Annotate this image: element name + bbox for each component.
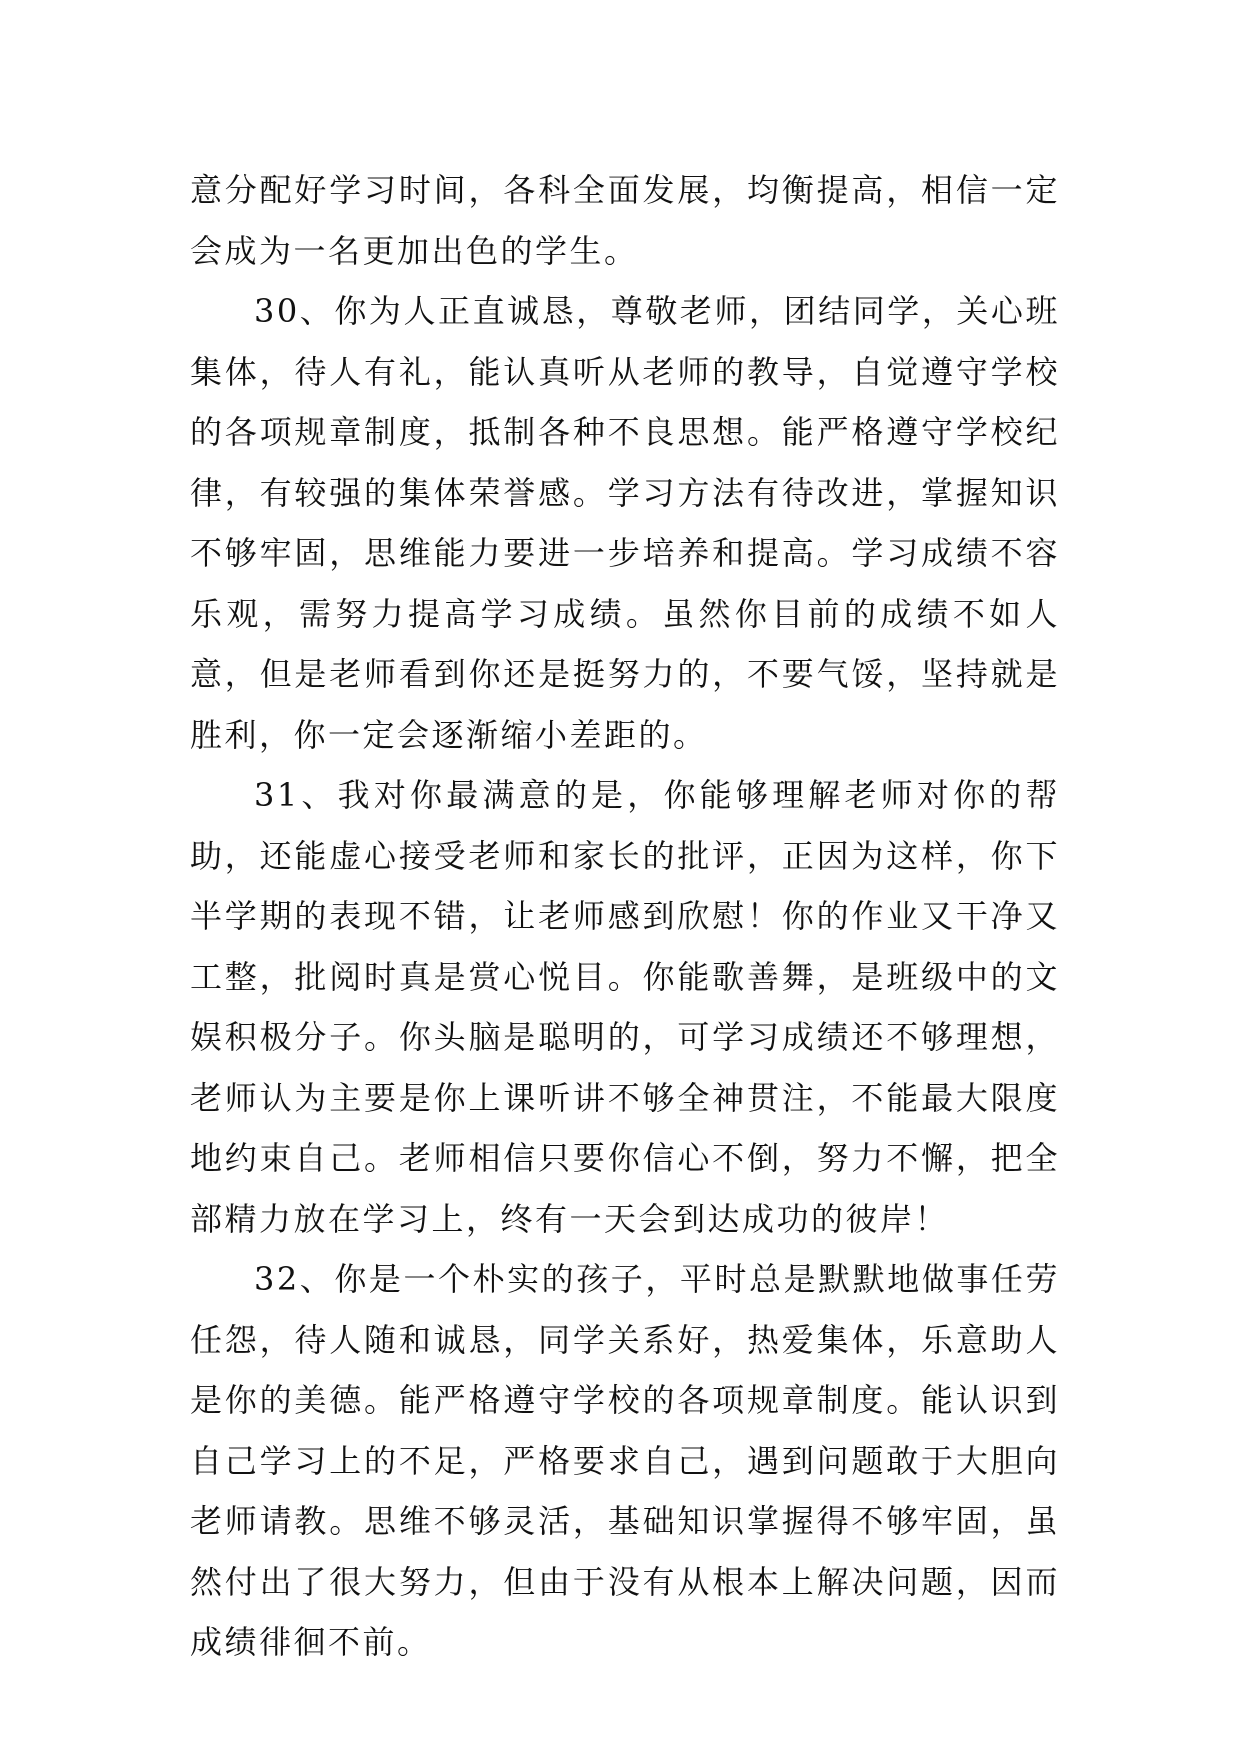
paragraph-continued: 意分配好学习时间，各科全面发展，均衡提高，相信一定会成为一名更加出色的学生。	[190, 171, 1060, 270]
paragraph-30: 30、你为人正直诚恳，尊敬老师，团结同学，关心班集体，待人有礼，能认真听从老师的教导，自觉遵守学校的各项规章制度，抵制各种不良思想。能严格遵守学校纪律，有较强的集体荣誉感。学习方法有待改进，掌握知识不够牢固，思维能力要进一步培养和提高。学习成绩不容乐观，需努力提高学习成绩。虽然你目前的成绩不如人意，但是老师看到你还是挺努力的，不要气馁，坚持就是胜利，你一定会逐渐缩小差距的。	[190, 292, 1060, 754]
document-body	[190, 160, 1060, 1673]
paragraph-32: 32、你是一个朴实的孩子，平时总是默默地做事任劳任怨，待人随和诚恳，同学关系好，热爱集体，乐意助人是你的美德。能严格遵守学校的各项规章制度。能认识到自己学习上的不足，严格要求自己，遇到问题敢于大胆向老师请教。思维不够灵活，基础知识掌握得不够牢固，虽然付出了很大努力，但由于没有从根本上解决问题，因而成绩徘徊不前。	[190, 1260, 1060, 1661]
paragraph-31: 31、我对你最满意的是，你能够理解老师对你的帮助，还能虚心接受老师和家长的批评，正因为这样，你下半学期的表现不错，让老师感到欣慰！你的作业又干净又工整，批阅时真是赏心悦目。你能歌善舞，是班级中的文娱积极分子。你头脑是聪明的，可学习成绩还不够理想，老师认为主要是你上课听讲不够全神贯注，不能最大限度地约束自己。老师相信只要你信心不倒，努力不懈，把全部精力放在学习上，终有一天会到达成功的彼岸！	[190, 776, 1060, 1238]
